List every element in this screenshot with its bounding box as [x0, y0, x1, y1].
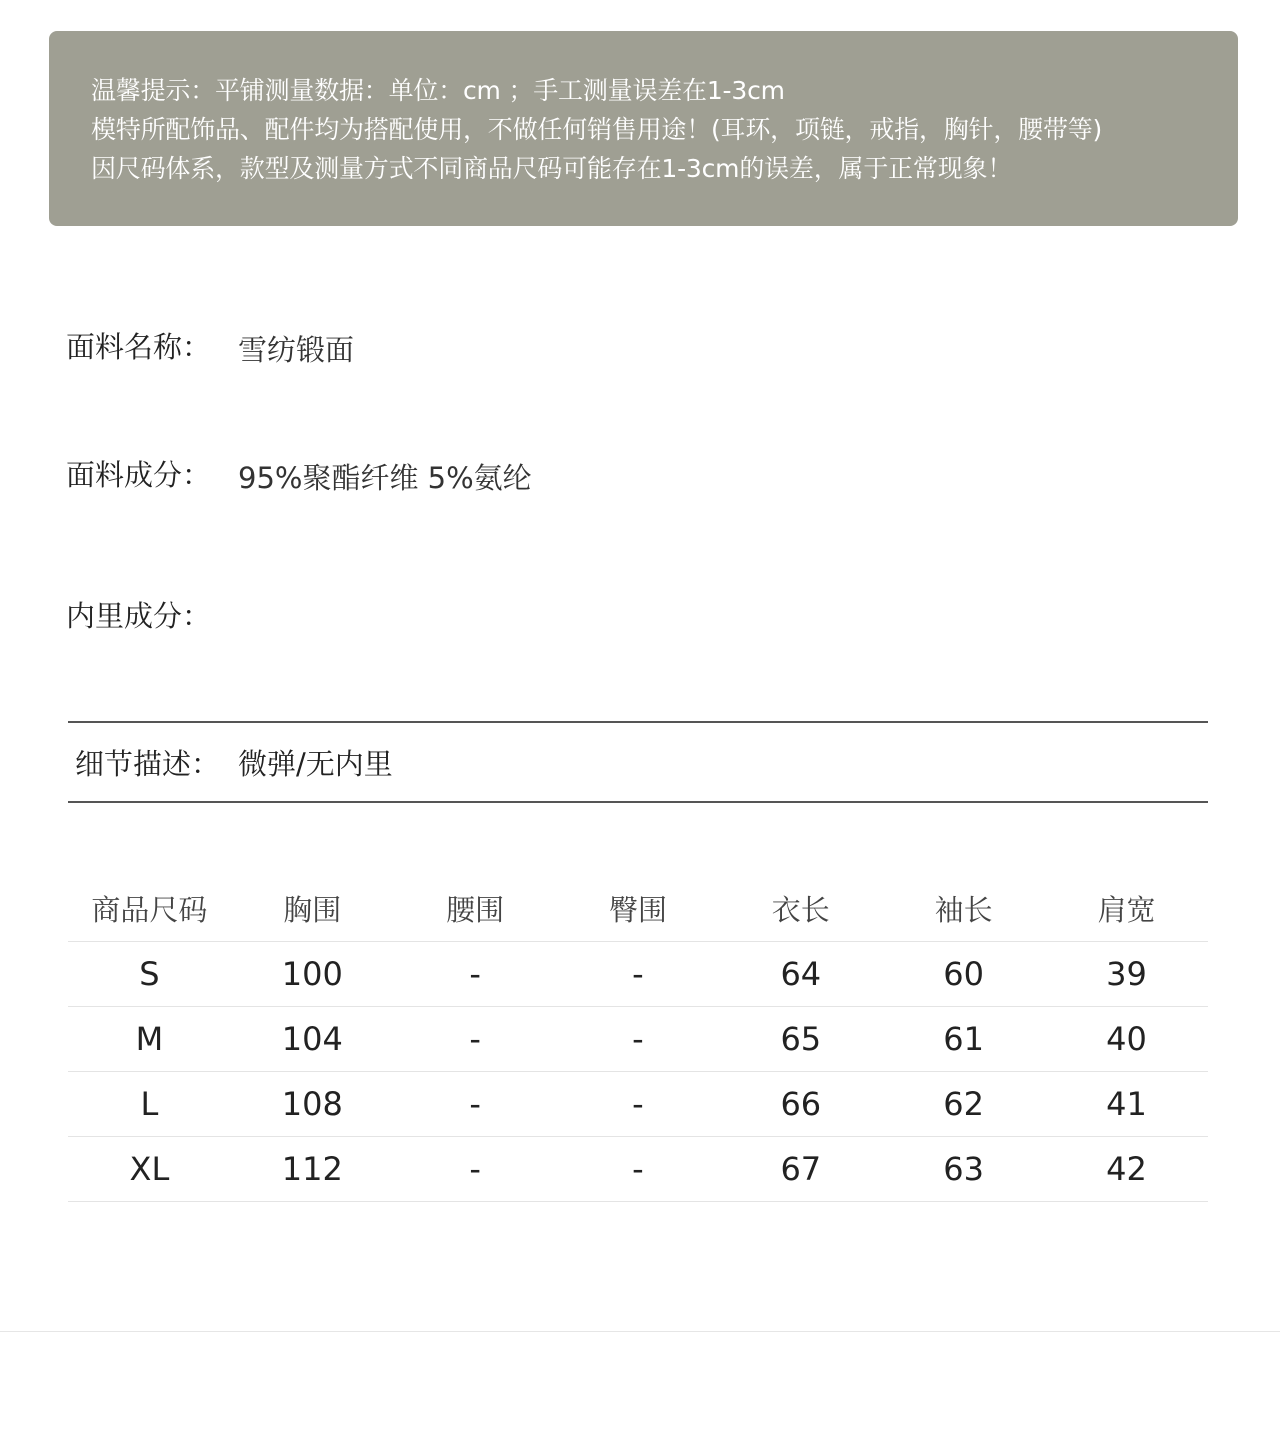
header-shoulder: 肩宽: [1045, 876, 1208, 942]
notice-line-2: 模特所配饰品、配件均为搭配使用，不做任何销售用途！(耳环，项链，戒指，胸针，腰带等): [91, 115, 1103, 144]
fabric-composition-value: 95%聚酯纤维 5%氨纶: [238, 461, 532, 495]
detail-label: 细节描述：: [75, 747, 221, 781]
hip-cell: -: [557, 942, 720, 1007]
bottom-divider: [0, 1331, 1280, 1332]
hip-cell: -: [557, 1137, 720, 1202]
waist-cell: -: [394, 1137, 557, 1202]
length-cell: 66: [719, 1072, 882, 1137]
header-hip: 臀围: [557, 876, 720, 942]
detail-top-divider: [68, 721, 1208, 723]
length-cell: 67: [719, 1137, 882, 1202]
chest-cell: 112: [231, 1137, 394, 1202]
size-table: [68, 876, 1208, 1202]
chest-cell: 108: [231, 1072, 394, 1137]
size-cell: M: [68, 1007, 231, 1072]
waist-cell: -: [394, 942, 557, 1007]
sleeve-cell: 60: [882, 942, 1045, 1007]
size-cell: XL: [68, 1137, 231, 1202]
lining-composition-label: 内里成分：: [66, 599, 212, 633]
waist-cell: -: [394, 1072, 557, 1137]
notice-box: [49, 31, 1238, 226]
shoulder-cell: 40: [1045, 1007, 1208, 1072]
chest-cell: 100: [231, 942, 394, 1007]
shoulder-cell: 39: [1045, 942, 1208, 1007]
header-chest: 胸围: [231, 876, 394, 942]
detail-value: 微弹/无内里: [238, 747, 393, 781]
fabric-name-value: 雪纺锻面: [238, 333, 355, 367]
size-cell: S: [68, 942, 231, 1007]
sleeve-cell: 62: [882, 1072, 1045, 1137]
table-row: [68, 1007, 1208, 1072]
header-waist: 腰围: [394, 876, 557, 942]
size-table-header-row: [68, 876, 1208, 942]
table-row: [68, 1137, 1208, 1202]
header-sleeve: 袖长: [882, 876, 1045, 942]
length-cell: 64: [719, 942, 882, 1007]
notice-line-3: 因尺码体系，款型及测量方式不同商品尺码可能存在1-3cm的误差，属于正常现象！: [91, 154, 1013, 183]
hip-cell: -: [557, 1007, 720, 1072]
hip-cell: -: [557, 1072, 720, 1137]
chest-cell: 104: [231, 1007, 394, 1072]
shoulder-cell: 42: [1045, 1137, 1208, 1202]
fabric-name-label: 面料名称：: [66, 330, 212, 364]
shoulder-cell: 41: [1045, 1072, 1208, 1137]
fabric-composition-label: 面料成分：: [66, 458, 212, 492]
sleeve-cell: 63: [882, 1137, 1045, 1202]
waist-cell: -: [394, 1007, 557, 1072]
header-size: 商品尺码: [68, 876, 231, 942]
size-cell: L: [68, 1072, 231, 1137]
length-cell: 65: [719, 1007, 882, 1072]
detail-bottom-divider: [68, 801, 1208, 803]
sleeve-cell: 61: [882, 1007, 1045, 1072]
table-row: [68, 1072, 1208, 1137]
notice-line-1: 温馨提示：平铺测量数据：单位：cm ；手工测量误差在1-3cm: [91, 76, 785, 105]
header-length: 衣长: [719, 876, 882, 942]
table-row: [68, 942, 1208, 1007]
